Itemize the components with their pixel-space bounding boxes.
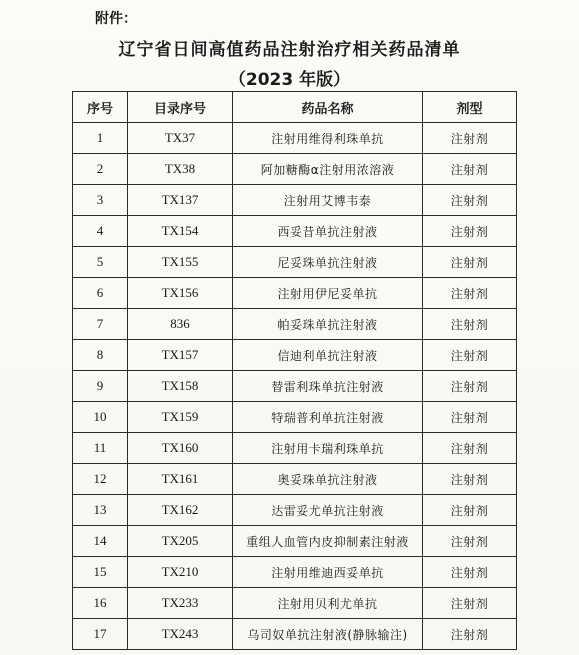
table-row <box>73 371 517 402</box>
table-row <box>73 278 517 309</box>
cell-drug-name: 特瑞普利单抗注射液 <box>233 402 423 433</box>
cell-dosage-form: 注射剂 <box>423 495 517 526</box>
cell-dosage-form: 注射剂 <box>423 123 517 154</box>
cell-serial-number: 8 <box>73 340 128 371</box>
cell-drug-name: 帕妥珠单抗注射液 <box>233 309 423 340</box>
cell-catalog-number: TX137 <box>128 185 233 216</box>
cell-catalog-number: TX156 <box>128 278 233 309</box>
cell-catalog-number: TX210 <box>128 557 233 588</box>
cell-serial-number: 14 <box>73 526 128 557</box>
cell-catalog-number: TX243 <box>128 619 233 650</box>
table-row <box>73 185 517 216</box>
cell-drug-name: 阿加糖酶α注射用浓溶液 <box>233 154 423 185</box>
table-row <box>73 340 517 371</box>
cell-drug-name: 注射用伊尼妥单抗 <box>233 278 423 309</box>
cell-serial-number: 12 <box>73 464 128 495</box>
cell-drug-name: 重组人血管内皮抑制素注射液 <box>233 526 423 557</box>
table-row <box>73 309 517 340</box>
cell-serial-number: 9 <box>73 371 128 402</box>
cell-serial-number: 10 <box>73 402 128 433</box>
document-subtitle: （2023 年版） <box>228 70 351 90</box>
cell-catalog-number: TX159 <box>128 402 233 433</box>
cell-dosage-form: 注射剂 <box>423 619 517 650</box>
attachment-label: 附件： <box>95 11 137 27</box>
cell-catalog-number: TX37 <box>128 123 233 154</box>
table-row <box>73 464 517 495</box>
cell-catalog-number: TX158 <box>128 371 233 402</box>
table-body <box>73 123 517 650</box>
cell-dosage-form: 注射剂 <box>423 247 517 278</box>
cell-drug-name: 替雷利珠单抗注射液 <box>233 371 423 402</box>
cell-serial-number: 13 <box>73 495 128 526</box>
table-row <box>73 402 517 433</box>
table-row <box>73 216 517 247</box>
table-row <box>73 495 517 526</box>
cell-catalog-number: TX162 <box>128 495 233 526</box>
cell-dosage-form: 注射剂 <box>423 185 517 216</box>
cell-catalog-number: TX155 <box>128 247 233 278</box>
cell-serial-number: 15 <box>73 557 128 588</box>
header-dosage-form: 剂型 <box>423 92 517 123</box>
cell-drug-name: 注射用维得利珠单抗 <box>233 123 423 154</box>
table-row <box>73 247 517 278</box>
cell-catalog-number: TX205 <box>128 526 233 557</box>
cell-serial-number: 11 <box>73 433 128 464</box>
table-row <box>73 619 517 650</box>
cell-drug-name: 注射用维迪西妥单抗 <box>233 557 423 588</box>
cell-catalog-number: TX154 <box>128 216 233 247</box>
cell-serial-number: 2 <box>73 154 128 185</box>
cell-dosage-form: 注射剂 <box>423 464 517 495</box>
cell-catalog-number: 836 <box>128 309 233 340</box>
cell-dosage-form: 注射剂 <box>423 278 517 309</box>
document-title: 辽宁省日间高值药品注射治疗相关药品清单 <box>118 40 461 60</box>
cell-serial-number: 6 <box>73 278 128 309</box>
cell-dosage-form: 注射剂 <box>423 557 517 588</box>
cell-dosage-form: 注射剂 <box>423 526 517 557</box>
table-row <box>73 154 517 185</box>
cell-drug-name: 注射用艾博韦泰 <box>233 185 423 216</box>
table-row <box>73 526 517 557</box>
header-serial-number: 序号 <box>73 92 128 123</box>
cell-dosage-form: 注射剂 <box>423 371 517 402</box>
cell-dosage-form: 注射剂 <box>423 402 517 433</box>
cell-serial-number: 3 <box>73 185 128 216</box>
cell-serial-number: 7 <box>73 309 128 340</box>
cell-drug-name: 奥妥珠单抗注射液 <box>233 464 423 495</box>
cell-catalog-number: TX161 <box>128 464 233 495</box>
table-row <box>73 123 517 154</box>
cell-drug-name: 乌司奴单抗注射液(静脉输注) <box>233 619 423 650</box>
cell-serial-number: 5 <box>73 247 128 278</box>
cell-dosage-form: 注射剂 <box>423 588 517 619</box>
table-row <box>73 588 517 619</box>
table-row <box>73 557 517 588</box>
cell-drug-name: 注射用卡瑞利珠单抗 <box>233 433 423 464</box>
cell-drug-name: 尼妥珠单抗注射液 <box>233 247 423 278</box>
table-header-row <box>73 92 517 123</box>
cell-dosage-form: 注射剂 <box>423 216 517 247</box>
cell-catalog-number: TX233 <box>128 588 233 619</box>
cell-serial-number: 16 <box>73 588 128 619</box>
cell-drug-name: 注射用贝利尤单抗 <box>233 588 423 619</box>
cell-serial-number: 4 <box>73 216 128 247</box>
header-drug-name: 药品名称 <box>233 92 423 123</box>
cell-drug-name: 信迪利单抗注射液 <box>233 340 423 371</box>
cell-dosage-form: 注射剂 <box>423 154 517 185</box>
cell-dosage-form: 注射剂 <box>423 340 517 371</box>
cell-serial-number: 17 <box>73 619 128 650</box>
cell-drug-name: 西妥昔单抗注射液 <box>233 216 423 247</box>
cell-catalog-number: TX38 <box>128 154 233 185</box>
cell-catalog-number: TX157 <box>128 340 233 371</box>
cell-drug-name: 达雷妥尤单抗注射液 <box>233 495 423 526</box>
header-catalog-number: 目录序号 <box>128 92 233 123</box>
drug-list-table <box>72 91 517 650</box>
cell-catalog-number: TX160 <box>128 433 233 464</box>
cell-dosage-form: 注射剂 <box>423 433 517 464</box>
cell-dosage-form: 注射剂 <box>423 309 517 340</box>
table-row <box>73 433 517 464</box>
cell-serial-number: 1 <box>73 123 128 154</box>
